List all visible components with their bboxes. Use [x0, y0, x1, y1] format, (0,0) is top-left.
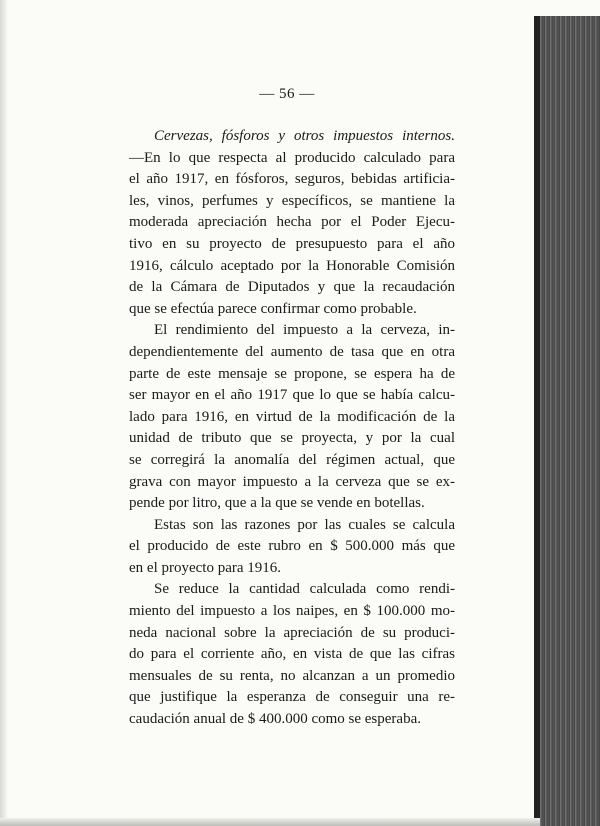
- text-line: que se efectúa parece confirmar como probable.: [129, 300, 417, 317]
- text-line: mensuales de su renta, no alcanzan a un promedio: [129, 667, 455, 684]
- text-line: Se reduce la cantidad calculada como rendi-: [154, 581, 455, 598]
- text-line: Estas son las razones por las cuales se calcula: [154, 516, 455, 533]
- spine-shadow: [534, 16, 540, 826]
- text-line: dependientemente del aumento de tasa que en otra: [129, 343, 455, 360]
- text-line: grava con mayor impuesto a la cerveza que se ex-: [129, 473, 455, 490]
- text-line: 1916, cálculo aceptado por la Honorable Comisión: [129, 257, 455, 274]
- text-line: parte de este mensaje se propone, se espera ha de: [129, 365, 455, 382]
- text-line: de la Cámara de Diputados y que la recaudación: [129, 279, 455, 296]
- text-line: que justifique la esperanza de conseguir una re-: [129, 689, 455, 706]
- paragraph: [129, 126, 455, 320]
- text-line: do para el corriente año, en vista de que las cifras: [129, 646, 455, 663]
- text-line: ser mayor en el año 1917 que lo que se había calcu-: [129, 387, 455, 404]
- page-number: — 56 —: [259, 86, 315, 102]
- body-text: [129, 126, 455, 731]
- text-line: se corregirá la anomalía del régimen actual, que: [129, 451, 455, 468]
- text-line: el producido de este rubro en $ 500.000 más que: [129, 538, 455, 555]
- text-line: neda nacional sobre la apreciación de su produci-: [129, 624, 455, 641]
- text-line: —En lo que respecta al producido calculado para: [129, 149, 455, 166]
- text-line: moderada apreciación hecha por el Poder Ejecu-: [129, 214, 455, 231]
- text-line: El rendimiento del impuesto a la cerveza, in-: [154, 322, 455, 339]
- text-line: en el proyecto para 1916.: [129, 559, 282, 576]
- text-line: lado para 1916, en virtud de la modificación de la: [129, 408, 455, 425]
- book-spine-edge: [534, 16, 600, 826]
- text-line: caudación anual de $ 400.000 como se esperaba.: [129, 711, 421, 728]
- text-line: pende por litro, que a la que se vende en botellas.: [129, 495, 425, 512]
- text-line: tivo en su proyecto de presupuesto para el año: [129, 235, 455, 252]
- paragraph: [129, 579, 455, 730]
- paragraph: [129, 320, 455, 514]
- text-line: el año 1917, en fósforos, seguros, bebidas artificia-: [129, 171, 455, 188]
- text-line: les, vinos, perfumes y específicos, se mantiene la: [129, 192, 455, 209]
- text-line: unidad de tributo que se proyecta, y por la cual: [129, 430, 455, 447]
- page-left-margin-shadow: [0, 0, 7, 826]
- text-line: miento del impuesto a los naipes, en $ 100.000 mo-: [129, 603, 455, 620]
- page-bottom-edge: [0, 818, 540, 826]
- paragraph: [129, 515, 455, 580]
- section-heading: Cervezas, fósforos y otros impuestos internos.: [154, 128, 455, 144]
